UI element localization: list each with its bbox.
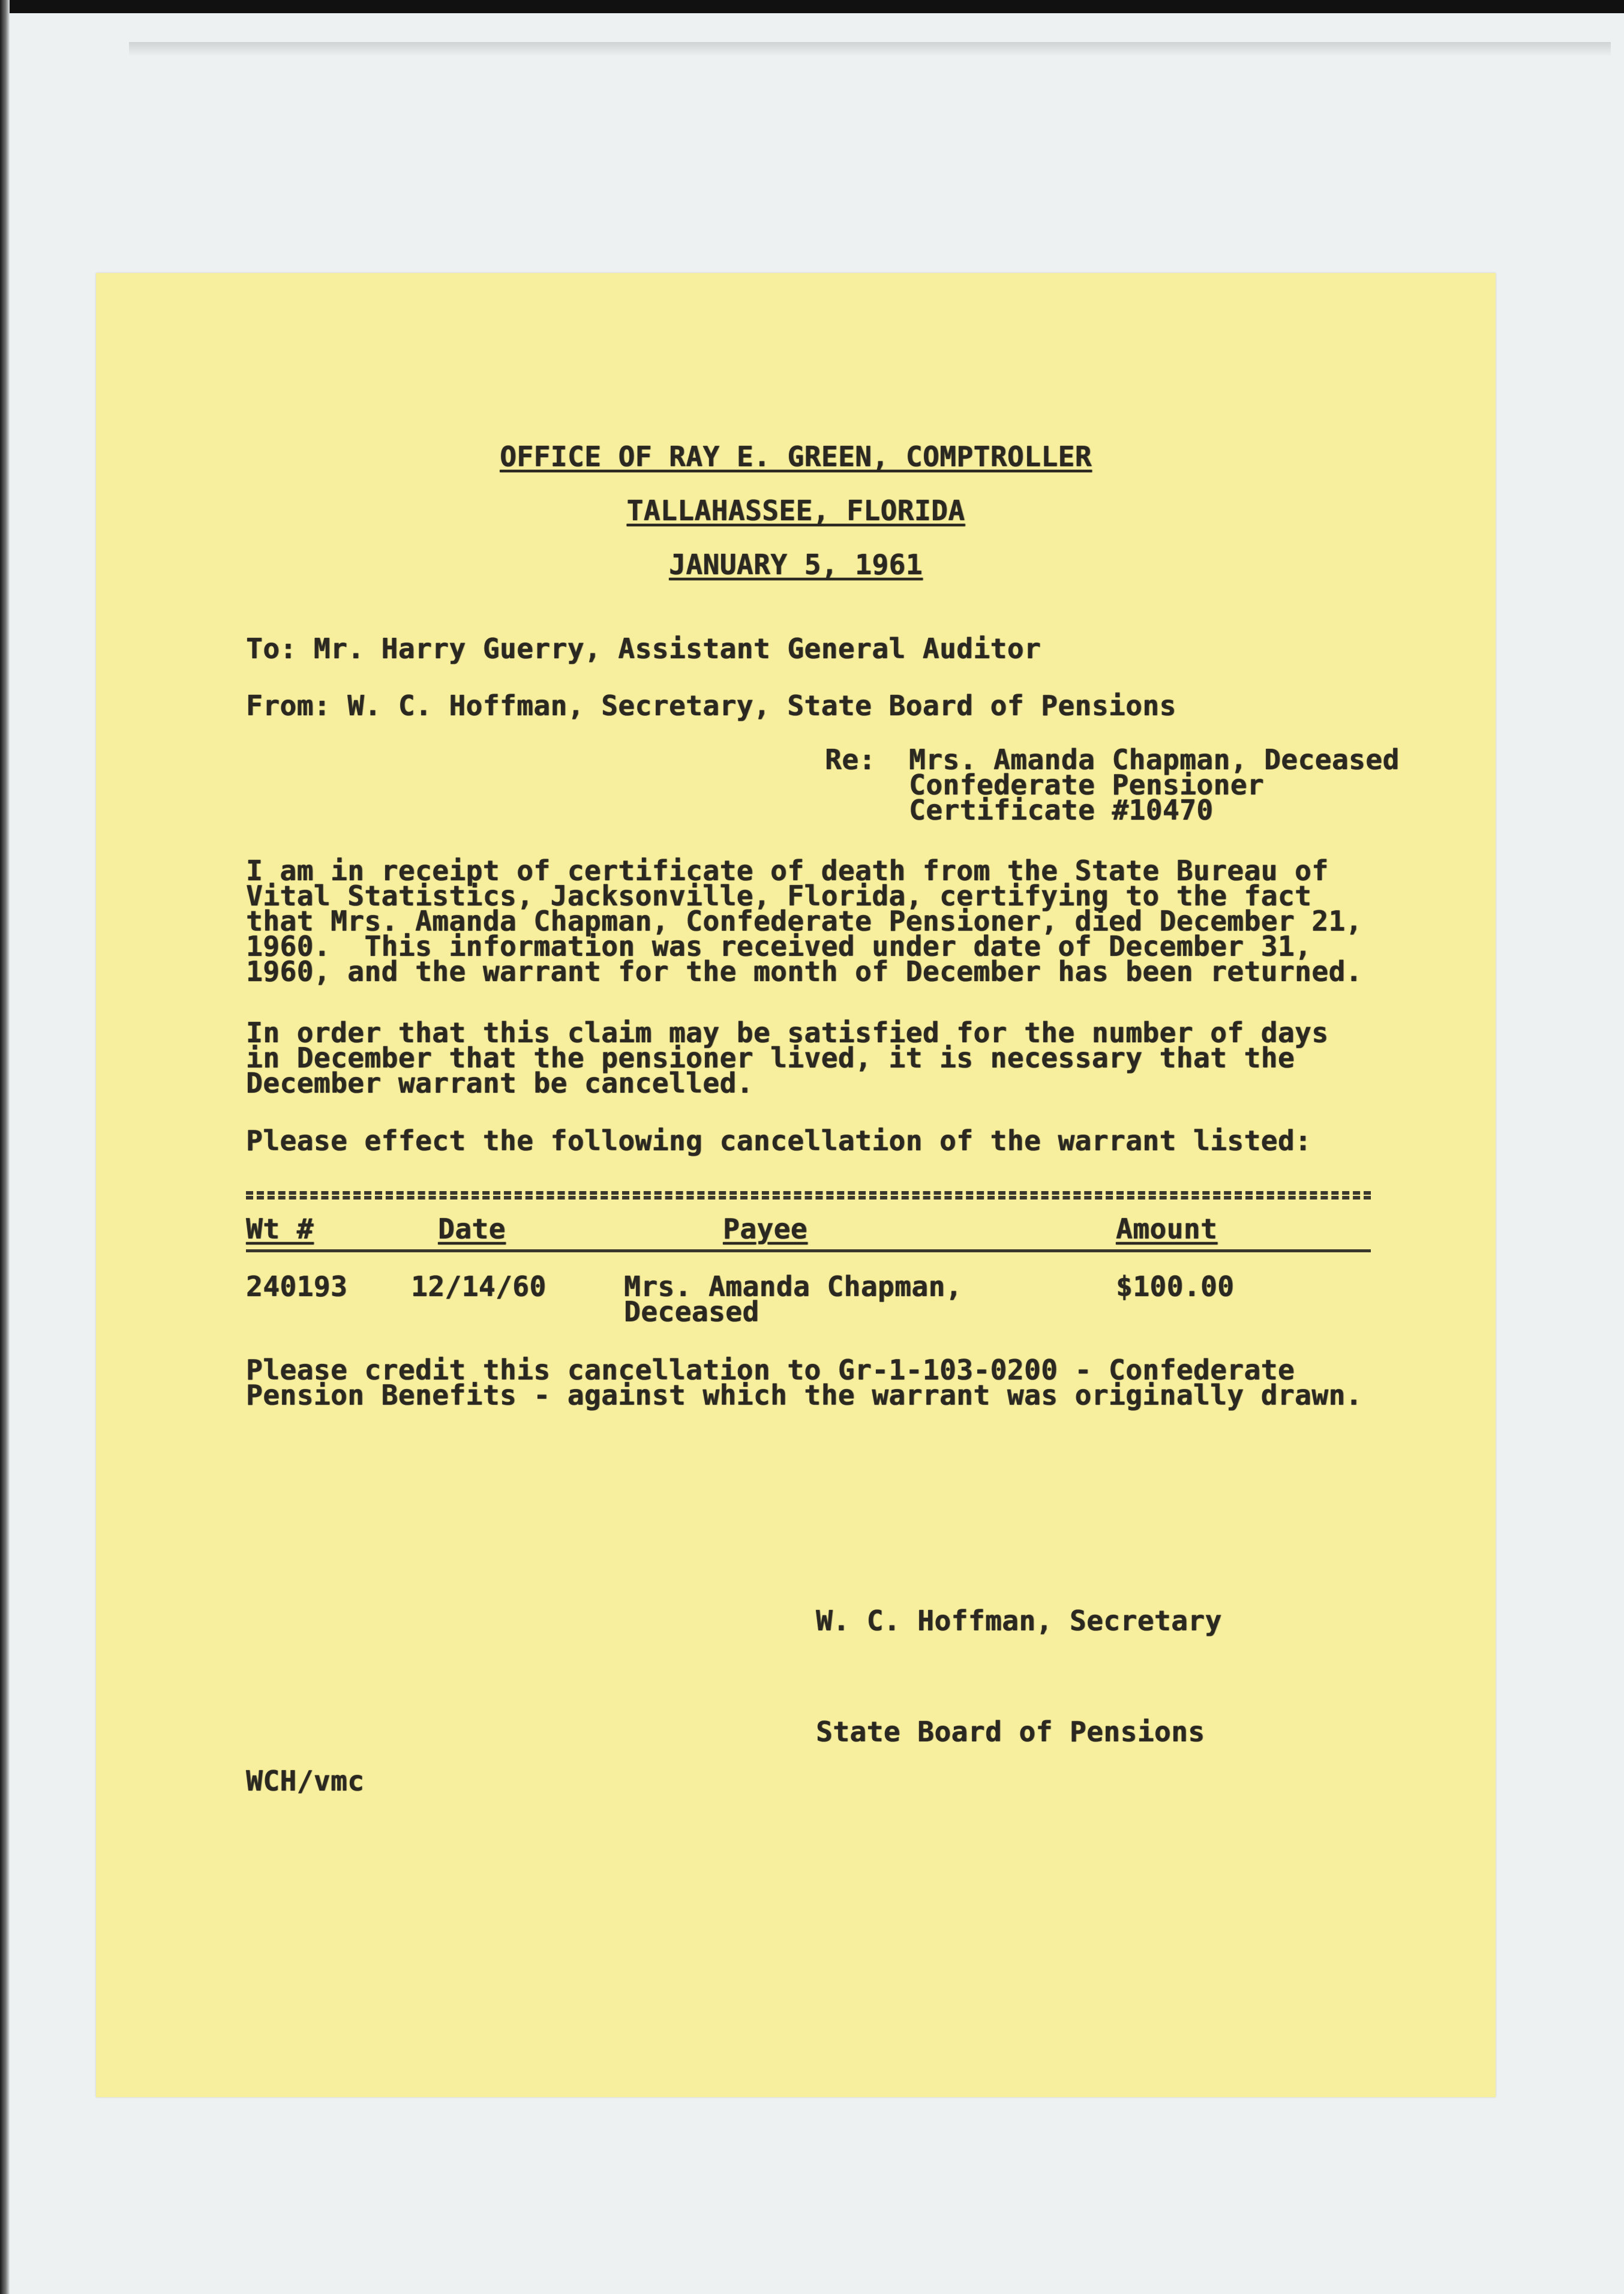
header-amount: Amount xyxy=(1116,1213,1218,1245)
paragraph-2-line-3: December warrant be cancelled. xyxy=(246,1067,754,1099)
paragraph-1-line-5: 1960, and the warrant for the month of December has been returned. xyxy=(246,955,1362,988)
paragraph-1-line-1: I am in receipt of certificate of death from the State Bureau of xyxy=(246,854,1329,887)
table-header-rule xyxy=(246,1249,1371,1252)
paragraph-1-line-2: Vital Statistics, Jacksonville, Florida, certifying to the fact xyxy=(246,880,1312,912)
paragraph-3: Please effect the following cancellation of the warrant listed: xyxy=(246,1124,1312,1157)
re-line-2: Confederate Pensioner xyxy=(909,769,1265,801)
memo-sheet xyxy=(96,273,1496,2097)
scan-shadow xyxy=(129,42,1611,56)
office-heading: OFFICE OF RAY E. GREEN, COMPTROLLER xyxy=(500,440,1092,473)
paragraph-1-line-3: that Mrs. Amanda Chapman, Confederate Pensioner, died December 21, xyxy=(246,905,1362,937)
row-payee-line-1: Mrs. Amanda Chapman, xyxy=(624,1270,962,1303)
to-line: To: Mr. Harry Guerry, Assistant General Auditor xyxy=(246,632,1041,665)
header-wt: Wt # xyxy=(246,1213,314,1245)
typist-initials: WCH/vmc xyxy=(246,1765,365,1797)
row-amount: $100.00 xyxy=(1116,1270,1235,1303)
closing-line-2: Pension Benefits - against which the warrant was originally drawn. xyxy=(246,1379,1362,1411)
scan-border-left xyxy=(0,0,10,2294)
table-top-rule xyxy=(246,1191,1371,1200)
header-date: Date xyxy=(438,1213,506,1245)
paragraph-2-line-2: in December that the pensioner lived, it is necessary that the xyxy=(246,1042,1295,1074)
paragraph-1-line-4: 1960. This information was received under date of December 31, xyxy=(246,930,1312,962)
row-wt: 240193 xyxy=(246,1270,348,1303)
re-line-3: Certificate #10470 xyxy=(909,794,1214,826)
city-heading: TALLAHASSEE, FLORIDA xyxy=(626,494,965,527)
header-payee: Payee xyxy=(723,1213,808,1245)
signature-name: W. C. Hoffman, Secretary xyxy=(816,1605,1222,1637)
from-line: From: W. C. Hoffman, Secretary, State Board of Pensions xyxy=(246,689,1176,722)
re-line-1: Mrs. Amanda Chapman, Deceased xyxy=(909,743,1400,776)
row-date: 12/14/60 xyxy=(411,1270,547,1303)
row-payee-line-2: Deceased xyxy=(624,1296,760,1328)
scan-border-top xyxy=(0,0,1624,13)
memo-date: JANUARY 5, 1961 xyxy=(669,548,923,581)
closing-line-1: Please credit this cancellation to Gr-1-103-0200 - Confederate xyxy=(246,1354,1295,1386)
re-label: Re: xyxy=(825,743,876,776)
paragraph-2-line-1: In order that this claim may be satisfied for the number of days xyxy=(246,1016,1329,1049)
signature-organization: State Board of Pensions xyxy=(816,1716,1205,1748)
